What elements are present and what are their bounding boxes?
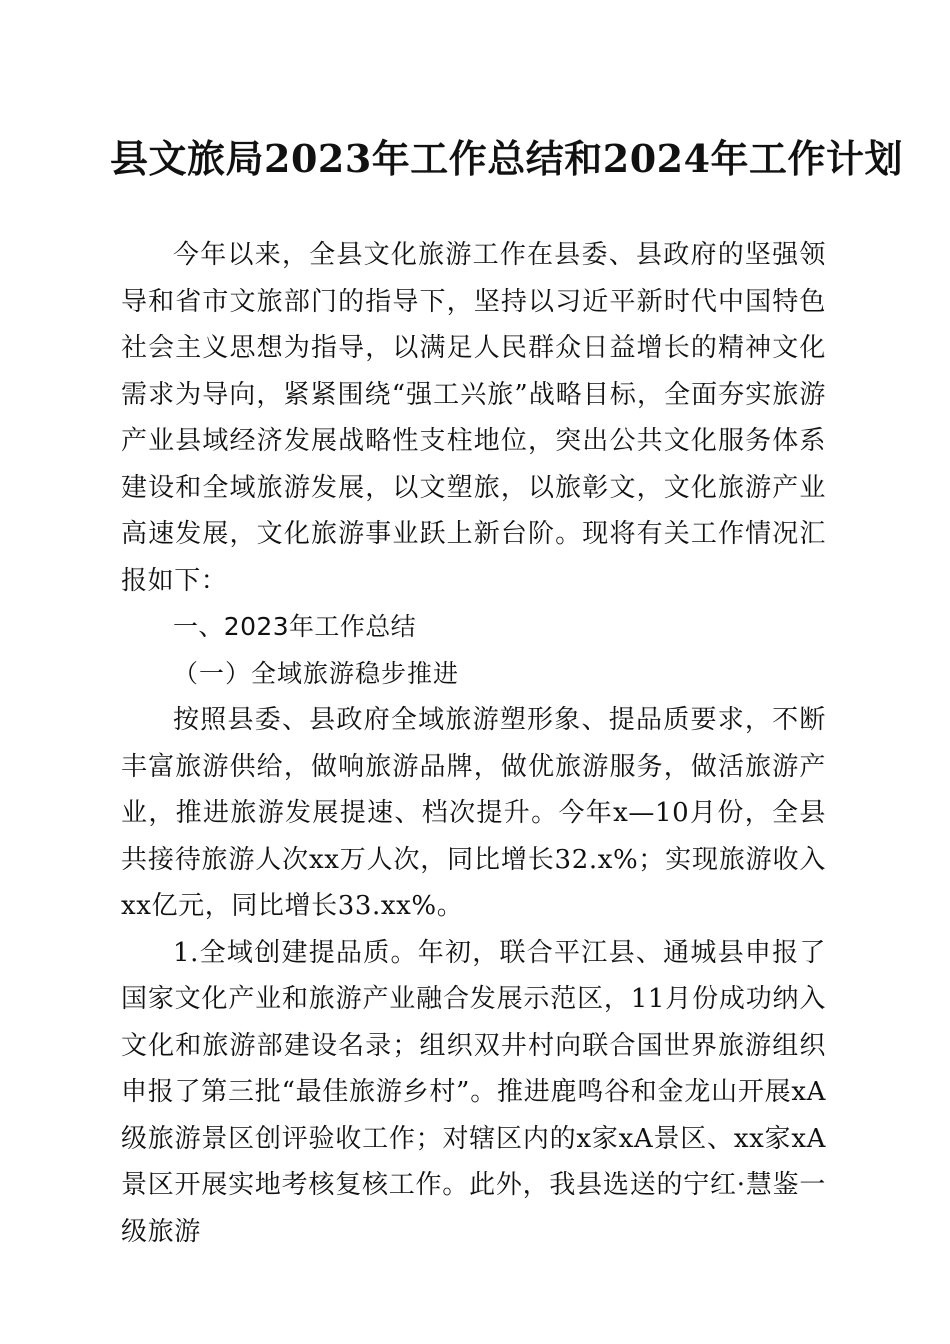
section-heading: 一、2023年工作总结 [173,612,417,641]
item-paragraph: 1.全域创建提品质。年初，联合平江县、通城县申报了国家文化产业和旅游产业融合发展示范区，11月份成功纳入文化和旅游部建设名录；组织双井村向联合国世界旅游组织申报了第三批“最佳旅游乡村”。推进鹿鸣谷和金龙山开展xA级旅游景区创评验收工作；对辖区内的x家xA景区、xx家xA景区开展实地考核复核工作。此外，我县选送的宁红·慧鉴一级旅游 [121,937,826,1247]
document-title: 县文旅局2023年工作总结和2024年工作计划 [110,136,904,181]
subsection-heading: （一）全域旅游稳步推进 [173,658,460,688]
intro-paragraph: 今年以来，全县文化旅游工作在县委、县政府的坚强领导和省市文旅部门的指导下，坚持以习近平新时代中国特色社会主义思想为指导，以满足人民群众日益增长的精神文化需求为导向，紧紧围绕“强工兴旅”战略目标，全面夯实旅游产业县域经济发展战略性支柱地位，突出公共文化服务体系建设和全域旅游发展，以文塑旅，以旅彰文，文化旅游产业高速发展，文化旅游事业跃上新台阶。现将有关工作情况汇报如下： [121,240,826,596]
subsection-paragraph: 按照县委、县政府全域旅游塑形象、提品质要求，不断丰富旅游供给，做响旅游品牌，做优旅游服务，做活旅游产业，推进旅游发展提速、档次提升。今年x—10月份，全县共接待旅游人次xx万人次，同比增长32.x%；实现旅游收入xx亿元，同比增长33.xx%。 [121,705,826,921]
document-body [121,232,826,1255]
